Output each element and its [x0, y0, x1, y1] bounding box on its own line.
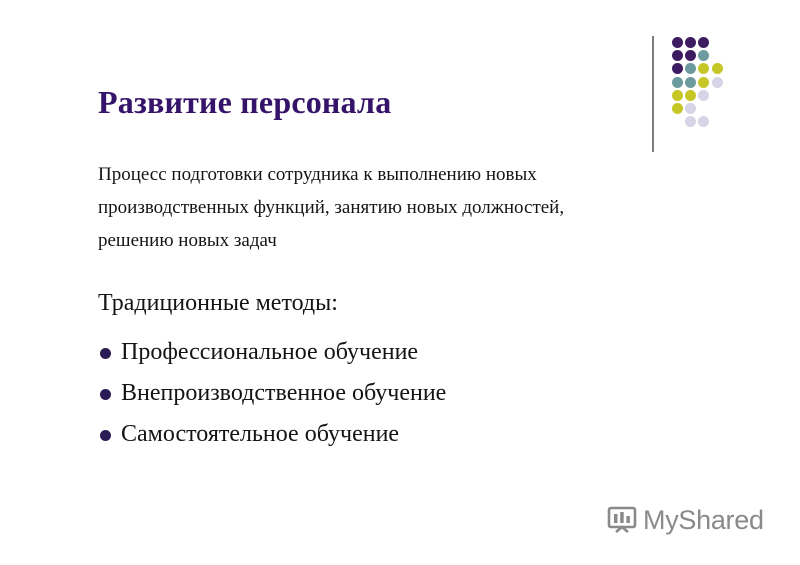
decorative-dot — [685, 63, 696, 74]
decorative-dot — [698, 50, 709, 61]
decorative-dot — [672, 63, 683, 74]
decorative-dot — [672, 50, 683, 61]
methods-heading: Традиционные методы: — [98, 290, 338, 316]
logo-text: MyShared — [643, 504, 764, 535]
decorative-dot — [685, 50, 696, 61]
decorative-dot — [698, 63, 709, 74]
slide-title: Развитие персонала — [98, 84, 392, 120]
decorative-dot — [685, 37, 696, 48]
method-item — [98, 332, 446, 373]
decorative-dot — [698, 116, 709, 127]
method-label: Внепроизводственное обучение — [121, 380, 447, 406]
decorative-dot — [698, 37, 709, 48]
method-item — [98, 373, 446, 414]
bullet-icon — [100, 348, 111, 359]
definition-line: решению новых задач — [98, 230, 277, 251]
method-item — [98, 414, 446, 455]
decorative-dot — [685, 103, 696, 114]
bullet-icon — [100, 389, 111, 400]
method-label: Профессиональное обучение — [121, 339, 419, 365]
decorative-dot — [712, 63, 723, 74]
decorative-dot — [698, 77, 709, 88]
decorative-dot — [672, 90, 683, 101]
decorative-dot — [698, 90, 709, 101]
decorative-dot — [672, 77, 683, 88]
definition-line: производственных функций, занятию новых должностей, — [98, 197, 565, 218]
methods-list — [98, 332, 446, 455]
myshared-logo-icon — [607, 505, 637, 535]
decorative-dot — [685, 116, 696, 127]
decorative-dot — [685, 90, 696, 101]
myshared-watermark[interactable] — [607, 503, 764, 537]
decorative-dot — [685, 77, 696, 88]
definition-text — [98, 158, 658, 257]
decorative-dot — [672, 37, 683, 48]
definition-line: Процесс подготовки сотрудника к выполнению новых — [98, 164, 537, 185]
decorative-divider-line — [652, 36, 654, 152]
decorative-dot — [672, 103, 683, 114]
method-label: Самостоятельное обучение — [121, 421, 400, 447]
decorative-dot — [712, 77, 723, 88]
bullet-icon — [100, 430, 111, 441]
